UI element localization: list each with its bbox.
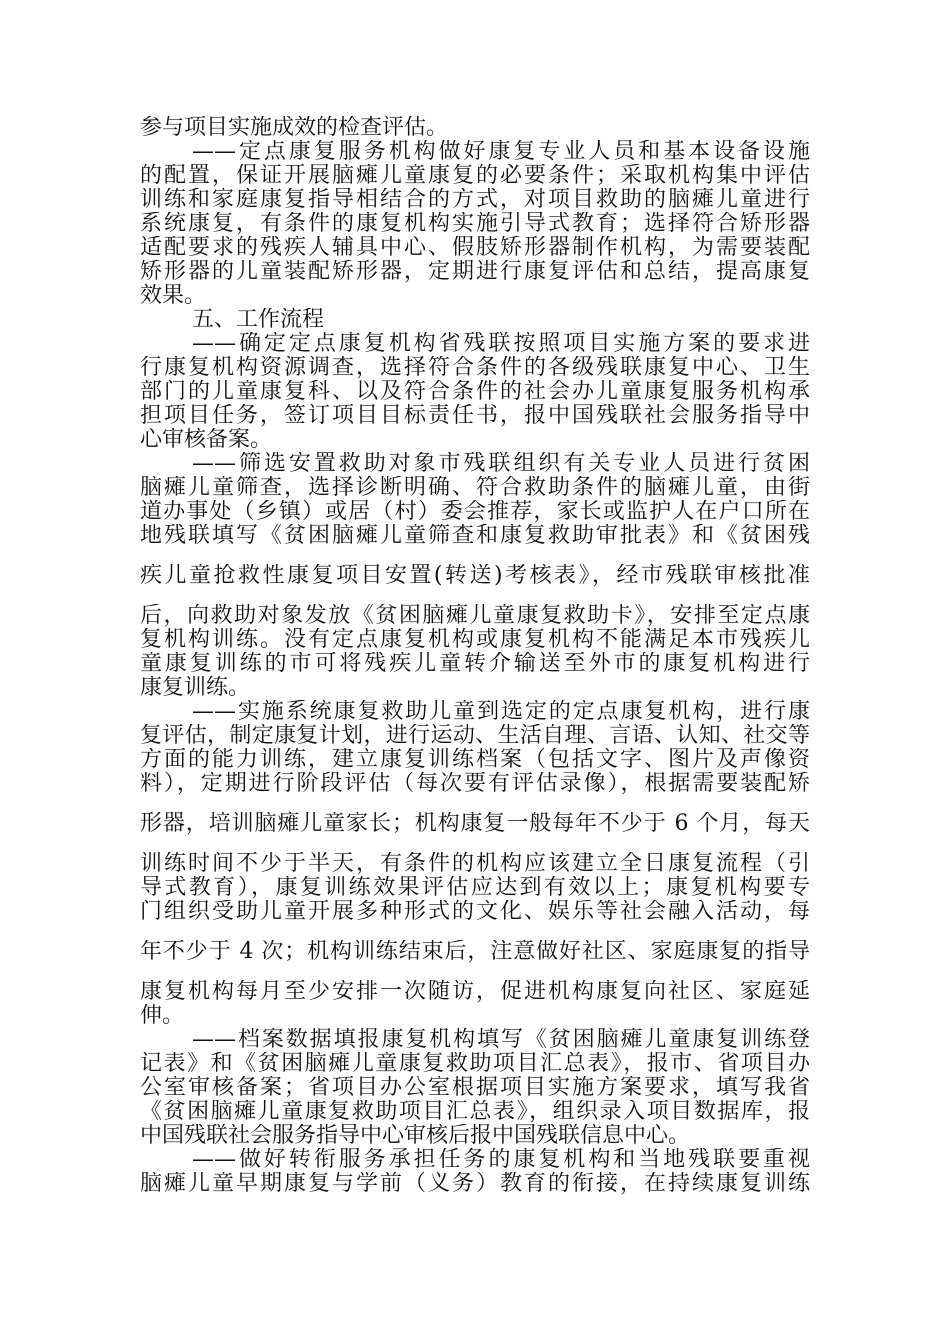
document-body — [140, 116, 810, 1196]
text-line: 脑瘫儿童早期康复与学前（义务）教育的衔接，在持续康复训练 — [140, 1172, 810, 1196]
text-line: 年不少于 4 次；机构训练结束后，注意做好社区、家庭康复的指导 — [140, 940, 810, 964]
text-line: 导式教育），康复训练效果评估应达到有效以上；康复机构要专 — [140, 876, 810, 900]
text-line: 适配要求的残疾人辅具中心、假肢矫形器制作机构，为需要装配 — [140, 236, 810, 260]
text-line: 担项目任务，签订项目目标责任书，报中国残联社会服务指导中 — [140, 404, 810, 428]
text-line: 道办事处（乡镇）或居（村）委会推荐，家长或监护人在户口所在 — [140, 500, 810, 524]
text-line: 地残联填写《贫困脑瘫儿童筛查和康复救助审批表》和《贫困残 — [140, 524, 810, 548]
section-heading: 五、工作流程 — [192, 308, 325, 332]
text-line: 脑瘫儿童筛查，选择诊断明确、符合救助条件的脑瘫儿童，由街 — [140, 476, 810, 500]
text-line: ——实施系统康复救助儿童到选定的定点康复机构，进行康 — [192, 700, 810, 724]
text-line: 的配置，保证开展脑瘫儿童康复的必要条件；采取机构集中评估 — [140, 164, 810, 188]
text-line: 方面的能力训练，建立康复训练档案（包括文字、图片及声像资 — [140, 748, 810, 772]
text-line: 疾儿童抢救性康复项目安置(转送)考核表》，经市残联审核批准 — [140, 564, 810, 588]
text-line: 伸。 — [140, 1004, 185, 1028]
text-line: 矫形器的儿童装配矫形器，定期进行康复评估和总结，提高康复 — [140, 260, 810, 284]
text-line: 中国残联社会服务指导中心审核后报中国残联信息中心。 — [140, 1124, 691, 1148]
text-line: 公室审核备案；省项目办公室根据项目实施方案要求，填写我省 — [140, 1076, 810, 1100]
text-line: 料），定期进行阶段评估（每次要有评估录像），根据需要装配矫 — [140, 772, 810, 796]
text-line: ——档案数据填报康复机构填写《贫困脑瘫儿童康复训练登 — [192, 1028, 810, 1052]
text-line: 童康复训练的市可将残疾儿童转介输送至外市的康复机构进行 — [140, 652, 810, 676]
text-line: ——做好转衔服务承担任务的康复机构和当地残联要重视 — [192, 1148, 810, 1172]
text-line: 记表》和《贫困脑瘫儿童康复救助项目汇总表》，报市、省项目办 — [140, 1052, 810, 1076]
text-line: 行康复机构资源调查，选择符合条件的各级残联康复中心、卫生 — [140, 356, 810, 380]
text-line: 效果。 — [140, 284, 207, 308]
text-line: 康复机构每月至少安排一次随访，促进机构康复向社区、家庭延 — [140, 980, 810, 1004]
text-line: 参与项目实施成效的检查评估。 — [140, 116, 449, 140]
text-line: ——确定定点康复机构省残联按照项目实施方案的要求进 — [192, 332, 810, 356]
text-line: ——筛选安置救助对象市残联组织有关专业人员进行贫困 — [192, 452, 810, 476]
text-line: 复机构训练。没有定点康复机构或康复机构不能满足本市残疾儿 — [140, 628, 810, 652]
text-line: 门组织受助儿童开展多种形式的文化、娱乐等社会融入活动，每 — [140, 900, 810, 924]
text-line: 形器，培训脑瘫儿童家长；机构康复一般每年不少于 6 个月，每天 — [140, 812, 810, 836]
text-line: 系统康复，有条件的康复机构实施引导式教育；选择符合矫形器 — [140, 212, 810, 236]
text-line: 后，向救助对象发放《贫困脑瘫儿童康复救助卡》，安排至定点康 — [140, 604, 810, 628]
text-line: 心审核备案。 — [140, 428, 273, 452]
text-line: 《贫困脑瘫儿童康复救助项目汇总表》，组织录入项目数据库，报 — [140, 1100, 810, 1124]
text-line: ——定点康复服务机构做好康复专业人员和基本设备设施 — [192, 140, 810, 164]
text-line: 复评估，制定康复计划，进行运动、生活自理、言语、认知、社交等 — [140, 724, 810, 748]
text-line: 训练时间不少于半天，有条件的机构应该建立全日康复流程（引 — [140, 852, 810, 876]
text-line: 部门的儿童康复科、以及符合条件的社会办儿童康复服务机构承 — [140, 380, 810, 404]
text-line: 康复训练。 — [140, 676, 251, 700]
text-line: 训练和家庭康复指导相结合的方式，对项目救助的脑瘫儿童进行 — [140, 188, 810, 212]
